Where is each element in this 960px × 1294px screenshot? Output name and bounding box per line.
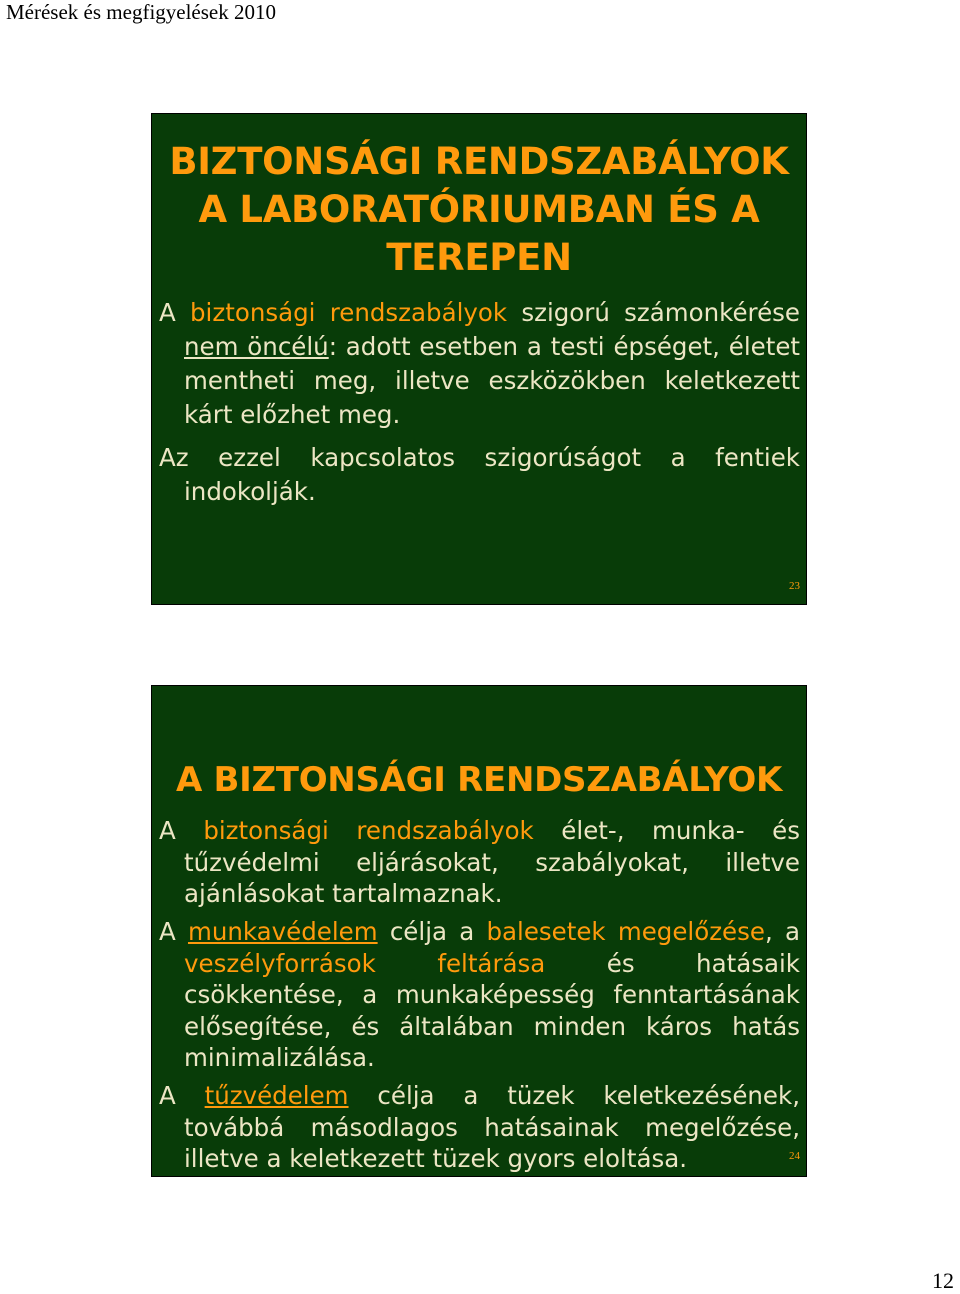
text-run: élet-, munka- és tűzvédelmi eljárásokat, szabályokat, illetve ajánlásokat tartalmaznak. [184, 816, 800, 908]
highlight-term: veszélyforrások feltárása [184, 948, 546, 978]
text-run: : adott esetben a testi épséget, életet mentheti meg, illetve eszközökben keletkezett kárt előzhet meg. [184, 332, 800, 429]
slide-title: A BIZTONSÁGI RENDSZABÁLYOK [175, 760, 783, 800]
slide-paragraph-2: Az ezzel kapcsolatos szigorúságot a fentiek indokolják. [159, 443, 800, 506]
slide-number: 23 [789, 580, 800, 592]
slide-23 [151, 113, 807, 605]
highlight-term-link: munkavédelem [187, 917, 378, 946]
text-run: szigorú számonkérése [507, 298, 800, 327]
page-number: 12 [932, 1268, 954, 1293]
text-run: célja a [377, 917, 487, 946]
text-run: célja a tüzek keletkezésének, továbbá másodlagos hatásainak megelőzése, illetve a keletkezett tüzek gyors eloltása. [184, 1081, 800, 1173]
text-run: és hatásaik csökkentése, a munkaképesség fenntartásának elősegítése, és általában minden káros hatás minimalizálása. [184, 948, 800, 1072]
underlined-term: nem öncélú [184, 332, 329, 361]
slide-paragraph-2 [159, 916, 800, 1074]
slide-number: 24 [789, 1150, 800, 1162]
text-run: A [159, 298, 190, 327]
highlight-term: biztonsági rendszabályok [190, 298, 508, 327]
text-run: , a [764, 917, 800, 946]
slide-title-line-1: BIZTONSÁGI RENDSZABÁLYOK [169, 140, 789, 183]
highlight-term: biztonsági rendszabályok [203, 816, 534, 845]
slide-paragraph-1 [159, 815, 800, 910]
document-header: Mérések és megfigyelések 2010 [6, 0, 276, 24]
text-run: A [159, 816, 204, 845]
slide-title-line-2: A LABORATÓRIUMBAN ÉS A [198, 188, 760, 231]
highlight-term-link: tűzvédelem [204, 1081, 349, 1110]
slide-24 [151, 685, 807, 1177]
slide-paragraph-1 [159, 296, 800, 432]
slide-title [152, 138, 806, 282]
text-run: A [159, 1081, 205, 1110]
highlight-term: balesetek megelőzése [486, 917, 765, 946]
slide-paragraph-3 [159, 1080, 800, 1175]
slide-title-line-3: TEREPEN [386, 236, 572, 279]
text-run: A [159, 917, 188, 946]
